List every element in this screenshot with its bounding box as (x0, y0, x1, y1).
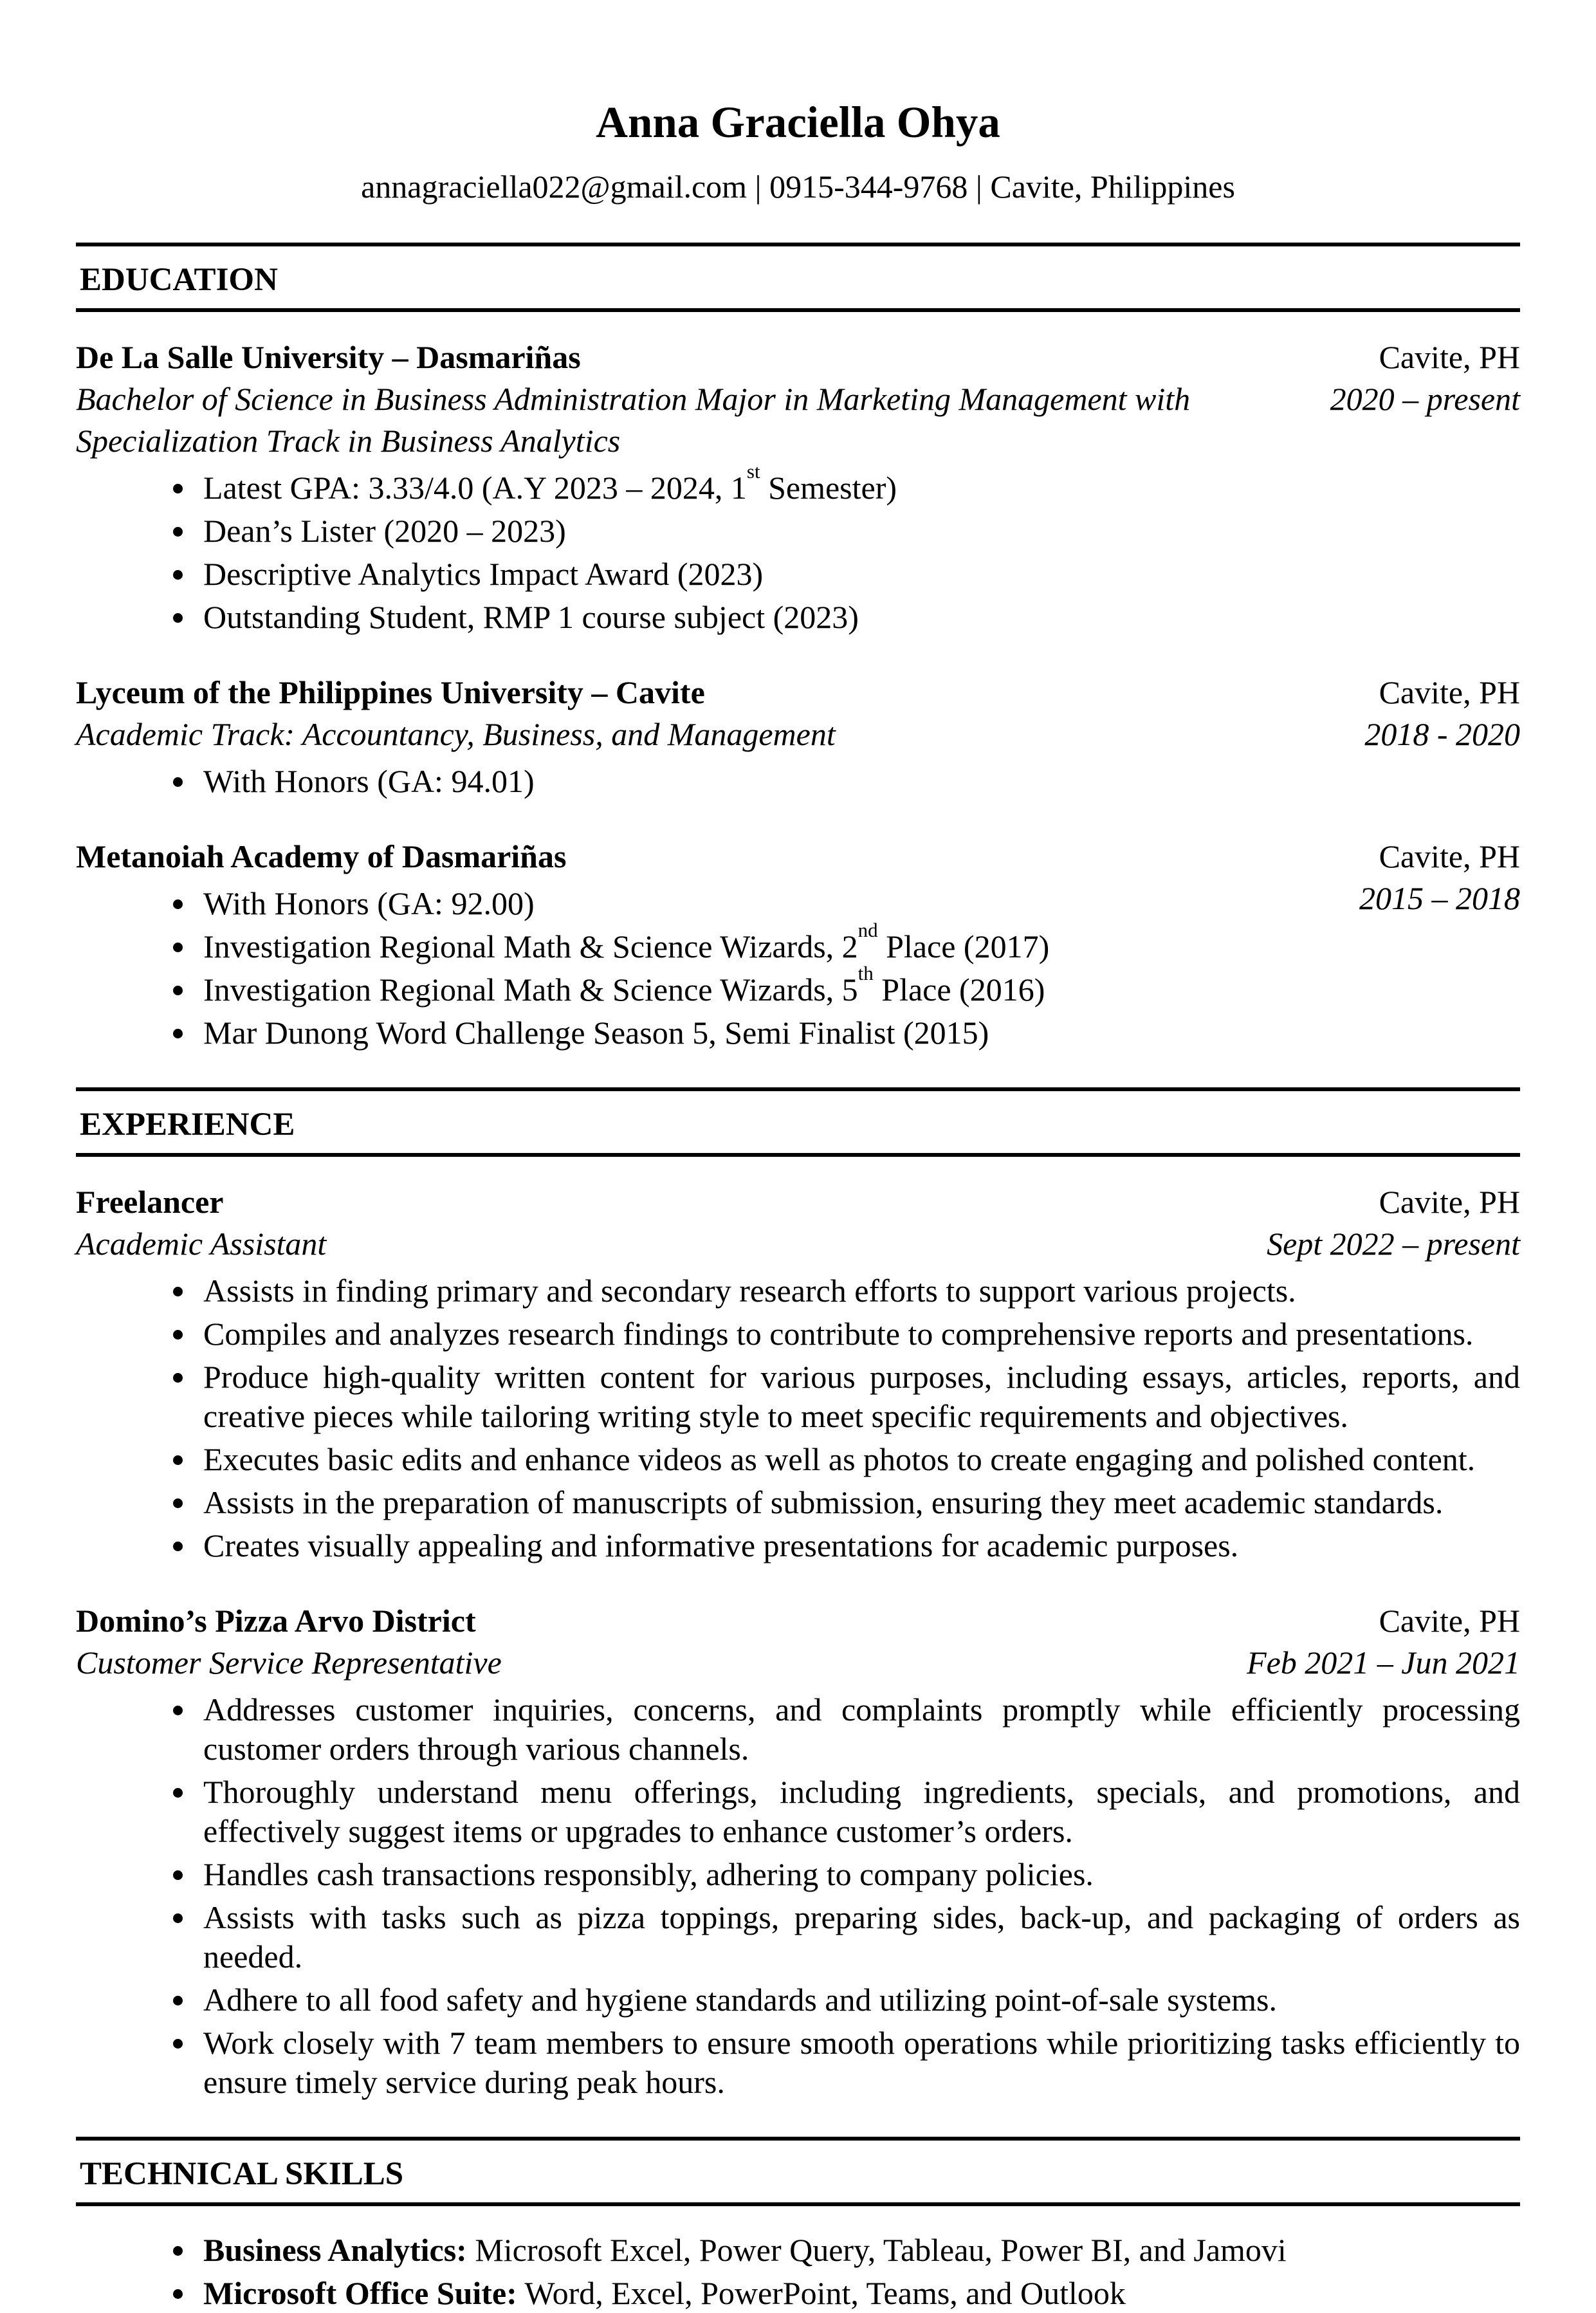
bullet-list (76, 762, 1520, 801)
entry-title: Domino’s Pizza Arvo District (76, 1603, 476, 1639)
entry-meta (1359, 836, 1520, 919)
sections (76, 243, 1520, 2313)
bullet-list (76, 884, 1520, 1053)
entry-dates: 2018 - 2020 (1364, 716, 1520, 752)
entry-main (76, 672, 1520, 755)
entry-dates: Sept 2022 – present (1267, 1226, 1520, 1262)
entry-location: Cavite, PH (1379, 339, 1520, 375)
entry (76, 1181, 1520, 1565)
bullet-item: • Addresses customer inquiries, concerns, and complaints promptly while efficiently processing customer orders through various channels. (197, 1690, 1520, 1769)
entry-meta (1364, 672, 1520, 755)
entry-subtitle: Bachelor of Science in Business Administration Major in Marketing Management with Specialization Track in Business Analytics (76, 381, 1191, 459)
bullet-item: • Assists in the preparation of manuscripts of submission, ensuring they meet academic standards. (197, 1483, 1520, 1522)
candidate-name: Anna Graciella Ohya (596, 98, 1000, 147)
bullet-item: • Descriptive Analytics Impact Award (2023) (197, 555, 1520, 594)
bullet-list (76, 460, 1520, 637)
entry-location: Cavite, PH (1379, 674, 1520, 710)
section-heading: EXPERIENCE (76, 1087, 1520, 1157)
bullet-item: • Investigation Regional Math & Science Wizards, 5th Place (2016) (197, 970, 1520, 1009)
entry-meta (1330, 336, 1520, 420)
entry-title: Lyceum of the Philippines University – Cavite (76, 674, 705, 710)
entry (76, 1600, 1520, 2102)
entry-meta (1247, 1600, 1520, 1684)
entry (76, 836, 1520, 1053)
bullet-list (76, 1690, 1520, 2102)
resume-header (76, 97, 1520, 208)
bullet-item: • With Honors (GA: 94.01) (197, 762, 1520, 801)
entry-subtitle: Customer Service Representative (76, 1645, 502, 1681)
bullet-item: • Mar Dunong Word Challenge Season 5, Semi Finalist (2015) (197, 1013, 1520, 1053)
entry-location: Cavite, PH (1379, 1184, 1520, 1220)
bullet-item: • Compiles and analyzes research findings to contribute to comprehensive reports and presentations. (197, 1314, 1520, 1354)
bullet-item (197, 2231, 1520, 2270)
entry-meta (1267, 1181, 1520, 1265)
entry-dates: Feb 2021 – Jun 2021 (1247, 1645, 1520, 1681)
entry-title: Freelancer (76, 1184, 224, 1220)
entry-subtitle: Academic Assistant (76, 1226, 327, 1262)
section-heading: TECHNICAL SKILLS (76, 2137, 1520, 2206)
skill-label: Microsoft Office Suite: (203, 2275, 517, 2311)
bullet-item: • Adhere to all food safety and hygiene standards and utilizing point-of-sale systems. (197, 1980, 1520, 2020)
entry-subtitle: Academic Track: Accountancy, Business, and Management (76, 716, 836, 752)
contact-line: annagraciella022@gmail.com | 0915-344-9768 | Cavite, Philippines (361, 169, 1235, 205)
entry (76, 2231, 1520, 2313)
entry-dates: 2020 – present (1330, 381, 1520, 417)
entry-main (76, 336, 1520, 462)
section-experience (76, 1087, 1520, 2102)
bullet-list (76, 2231, 1520, 2313)
bullet-item: • Assists with tasks such as pizza toppings, preparing sides, back-up, and packaging of orders as needed. (197, 1898, 1520, 1977)
entry (76, 672, 1520, 801)
skill-label: Business Analytics: (203, 2232, 467, 2268)
bullet-item: • Dean’s Lister (2020 – 2023) (197, 511, 1520, 551)
bullet-item: • With Honors (GA: 92.00) (197, 884, 1520, 923)
entry-dates: 2015 – 2018 (1359, 880, 1520, 916)
bullet-item: • Latest GPA: 3.33/4.0 (A.Y 2023 – 2024, 1st Semester) (197, 468, 1520, 508)
bullet-item: • Investigation Regional Math & Science Wizards, 2nd Place (2017) (197, 927, 1520, 966)
bullet-item: • Work closely with 7 team members to ensure smooth operations while prioritizing tasks efficiently to ensure timely service during peak hours. (197, 2023, 1520, 2102)
bullet-item: • Produce high-quality written content for various purposes, including essays, articles, reports, and creative pieces while tailoring writing style to meet specific requirements and objectives. (197, 1358, 1520, 1436)
bullet-list (76, 1271, 1520, 1565)
bullet-item: • Assists in finding primary and secondary research efforts to support various projects. (197, 1271, 1520, 1311)
skill-text: Word, Excel, PowerPoint, Teams, and Outlook (524, 2275, 1126, 2311)
entry-main (76, 836, 1520, 878)
entry-location: Cavite, PH (1379, 1603, 1520, 1639)
bullet-item: • Handles cash transactions responsibly, adhering to company policies. (197, 1855, 1520, 1894)
section-technical-skills (76, 2137, 1520, 2313)
entry-title: Metanoiah Academy of Dasmariñas (76, 838, 567, 874)
bullet-item: • Executes basic edits and enhance videos as well as photos to create engaging and polished content. (197, 1440, 1520, 1479)
entry (76, 336, 1520, 637)
bullet-item: • Creates visually appealing and informative presentations for academic purposes. (197, 1526, 1520, 1565)
bullet-item (197, 2274, 1520, 2313)
entry-location: Cavite, PH (1379, 838, 1520, 874)
section-heading: EDUCATION (76, 243, 1520, 312)
entry-title: De La Salle University – Dasmariñas (76, 339, 581, 375)
skill-text: Microsoft Excel, Power Query, Tableau, Power BI, and Jamovi (475, 2232, 1287, 2268)
section-education (76, 243, 1520, 1053)
bullet-item: • Thoroughly understand menu offerings, including ingredients, specials, and promotions, and effectively suggest items or upgrades to enhance customer’s orders. (197, 1773, 1520, 1851)
bullet-item: • Outstanding Student, RMP 1 course subject (2023) (197, 598, 1520, 637)
